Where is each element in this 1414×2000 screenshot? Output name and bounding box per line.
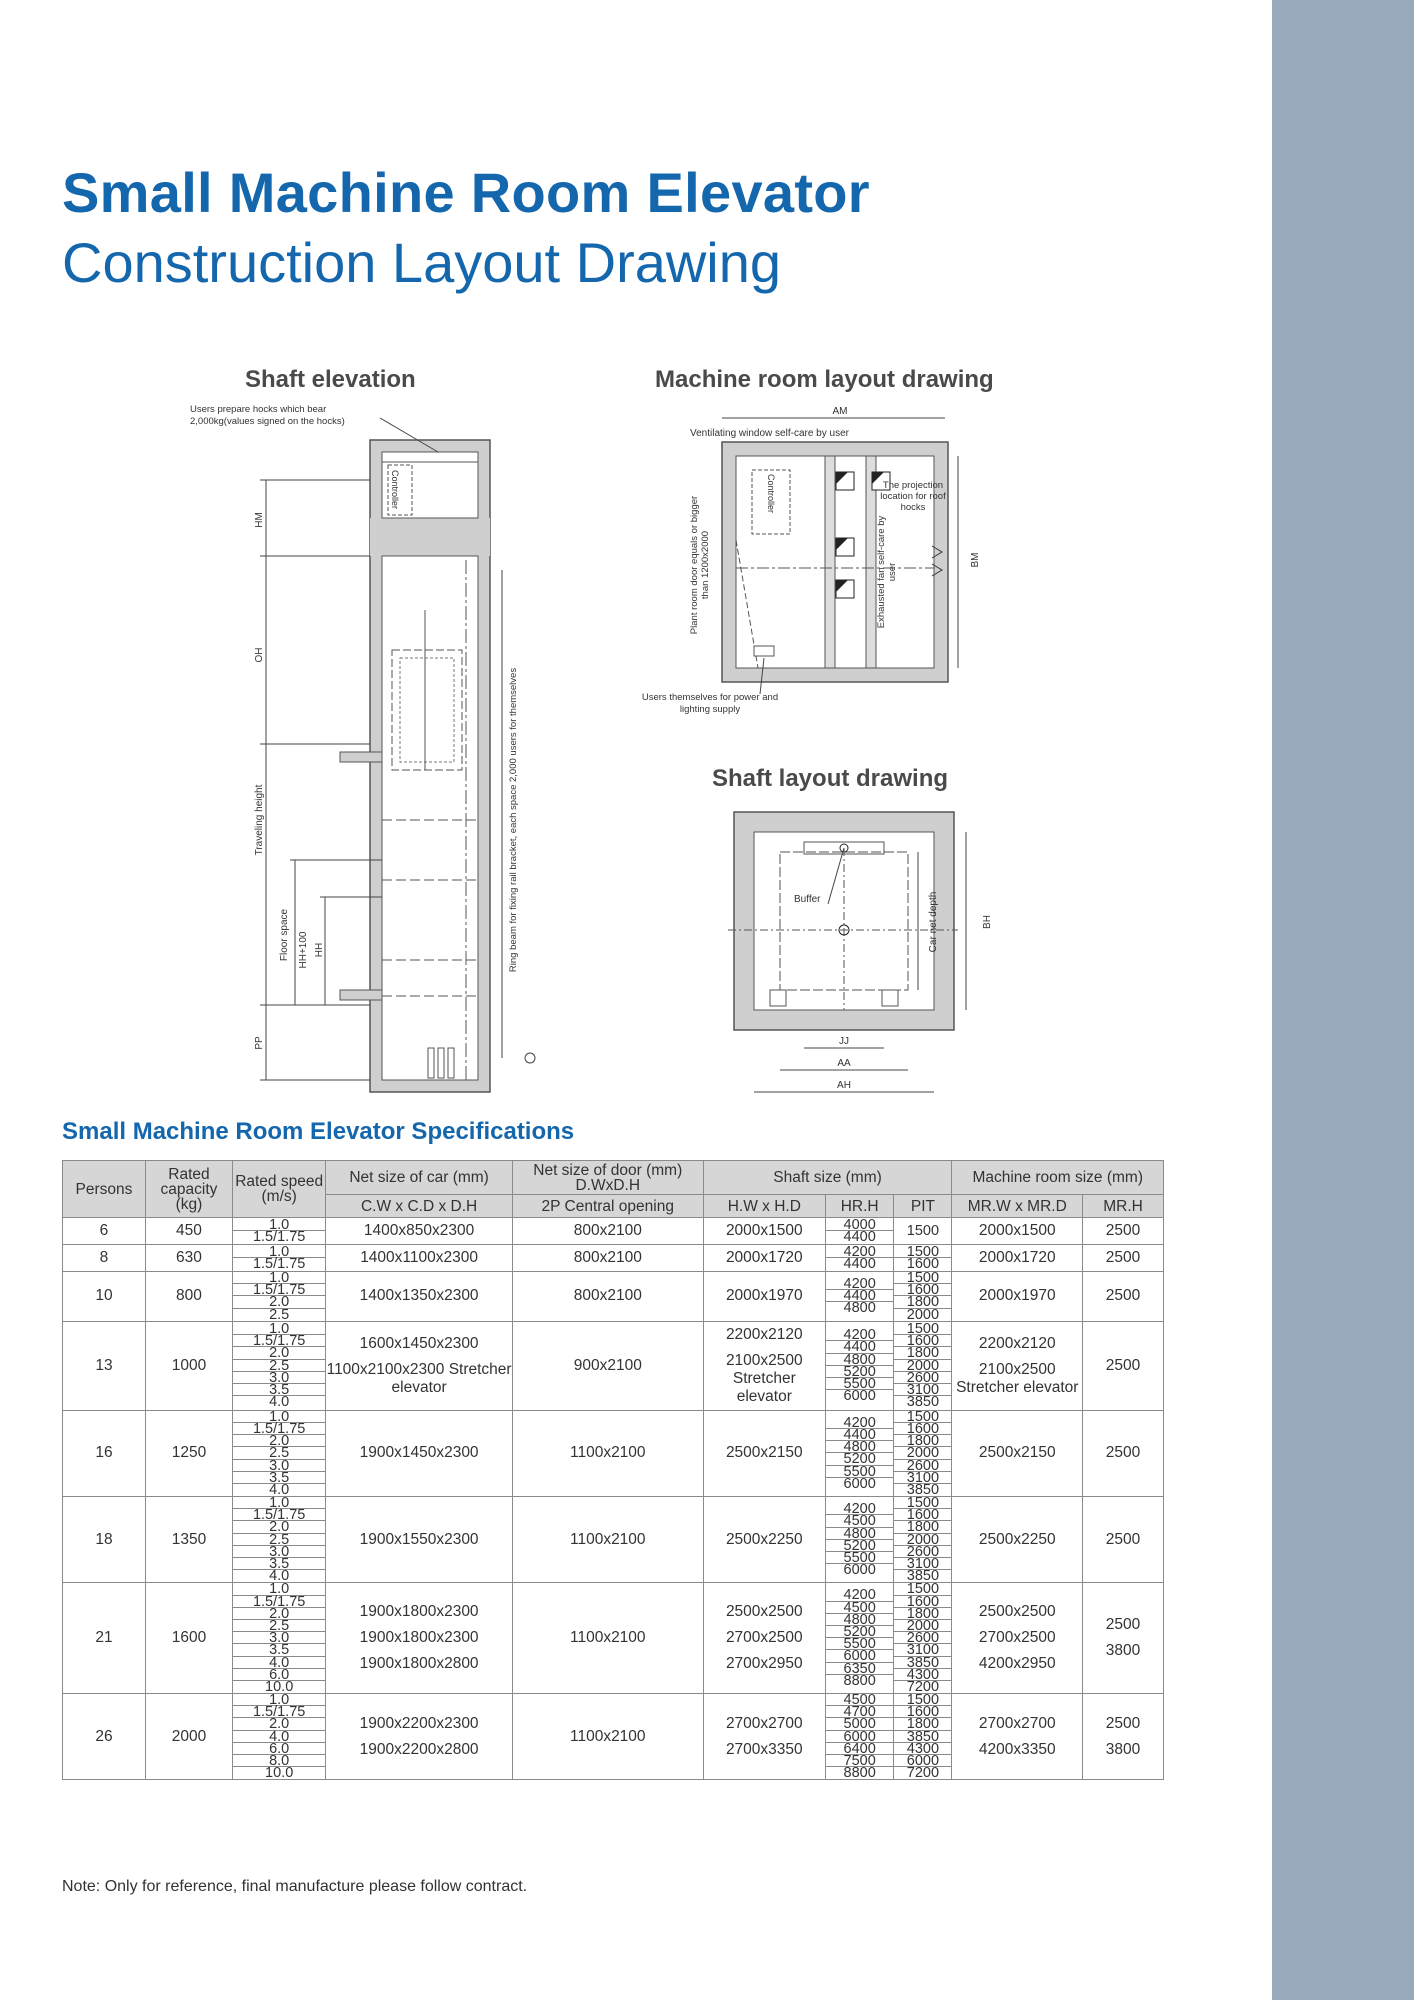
hrh-value: 5500	[826, 1552, 893, 1564]
shaft-hw: 2700x3350	[725, 1740, 803, 1758]
hrh-value: 4500	[826, 1602, 893, 1614]
dim-floor-space: Floor space	[279, 908, 290, 962]
th-capacity: Rated capacity (kg)	[145, 1161, 232, 1218]
car-size: 1400x1100x2300	[360, 1249, 478, 1266]
specs-table	[62, 1160, 1164, 1780]
dim-car-depth: Car net depth	[928, 891, 939, 953]
mrh-value: 2500	[1105, 1530, 1141, 1548]
dim-oh: OH	[254, 647, 265, 663]
speed-cell	[233, 1694, 326, 1780]
pit-value: 1600	[894, 1706, 951, 1718]
speed-value: 1.5/1.75	[233, 1423, 325, 1435]
car-size: 1900x2200x2800	[359, 1740, 479, 1758]
mrh-value: 2500	[1105, 1249, 1141, 1266]
mrh-value: 2500	[1105, 1356, 1141, 1374]
pit-value: 4300	[894, 1743, 951, 1755]
car-size: 1100x2100x2300 Stretcher elevator	[326, 1360, 512, 1396]
speed-value: 10.0	[265, 1678, 294, 1694]
speed-value: 1.0	[233, 1694, 325, 1706]
speed-value: 1.5/1.75	[252, 1229, 306, 1245]
capacity-cell: 800	[145, 1272, 232, 1322]
hrh-cell	[825, 1321, 893, 1410]
speed-value: 3.5	[233, 1472, 325, 1484]
projection-label: The projection location for roof hocks	[880, 480, 946, 513]
hrh-value: 4200	[826, 1278, 893, 1290]
speed-value: 2.0	[233, 1521, 325, 1533]
th-door-sub: 2P Central opening	[512, 1195, 703, 1218]
capacity-cell: 2000	[145, 1694, 232, 1780]
pit-cell	[894, 1321, 952, 1410]
pit-value: 1500	[906, 1222, 940, 1239]
mrh-value: 2500	[1105, 1222, 1141, 1239]
th-speed: Rated speed (m/s)	[233, 1161, 326, 1218]
speed-value: 2.5	[233, 1620, 325, 1632]
pit-value: 1600	[894, 1423, 951, 1435]
pit-value: 1600	[894, 1509, 951, 1521]
persons-cell: 18	[63, 1497, 146, 1583]
persons-cell: 10	[63, 1272, 146, 1322]
mr-size: 2700x2500	[978, 1629, 1056, 1647]
hrh-value: 6000	[843, 1388, 876, 1405]
fan-label: Exhausted fan self-care by user	[876, 515, 898, 629]
persons-cell: 26	[63, 1694, 146, 1780]
pit-value: 2600	[894, 1632, 951, 1644]
hrh-value: 6000	[843, 1475, 876, 1492]
car-size: 1900x1800x2800	[359, 1655, 479, 1673]
mr-size: 2500x2150	[978, 1444, 1056, 1462]
pit-value: 2600	[894, 1460, 951, 1472]
door-cell: 800x2100	[512, 1218, 703, 1245]
hrh-value: 5200	[826, 1540, 893, 1552]
pit-cell	[894, 1694, 952, 1780]
shaft-layout-drawing	[718, 800, 1018, 1100]
speed-value: 4.0	[269, 1481, 290, 1497]
door-cell: 1100x2100	[512, 1694, 703, 1780]
mr-size: 2200x2120	[978, 1334, 1056, 1352]
speed-value: 1.5/1.75	[233, 1596, 325, 1608]
pit-value: 7200	[906, 1678, 940, 1694]
hrh-value: 4400	[826, 1341, 893, 1353]
pit-value: 1500	[894, 1583, 951, 1595]
pit-value: 1800	[894, 1435, 951, 1447]
shaft-hw: 2700x2950	[725, 1655, 803, 1673]
pit-cell	[894, 1245, 952, 1272]
hrh-value: 5000	[826, 1718, 893, 1730]
pit-cell	[894, 1272, 952, 1322]
speed-value: 2.5	[233, 1447, 325, 1459]
pit-value: 1600	[906, 1256, 940, 1272]
pit-value: 1800	[894, 1296, 951, 1308]
capacity-cell: 630	[145, 1245, 232, 1272]
shaft-hw: 2100x2500 Stretcher elevator	[725, 1351, 803, 1405]
hrh-value: 6400	[826, 1743, 893, 1755]
hrh-cell	[825, 1272, 893, 1322]
mrh-value: 2500	[1105, 1616, 1141, 1634]
th-mr: Machine room size (mm)	[952, 1161, 1164, 1195]
car-size: 1900x1450x2300	[359, 1444, 479, 1462]
power-label: Users themselves for power and lighting supply	[641, 692, 779, 715]
shaft-hw: 2700x2500	[725, 1629, 803, 1647]
specs-body	[63, 1218, 1164, 1780]
hrh-value: 5500	[826, 1378, 893, 1390]
th-pit: PIT	[894, 1195, 952, 1218]
pit-cell	[894, 1583, 952, 1694]
persons-cell: 6	[63, 1218, 146, 1245]
speed-value: 4.0	[269, 1394, 290, 1411]
dim-jj: JJ	[839, 1036, 849, 1047]
th-mrh: MR.H	[1083, 1195, 1164, 1218]
table-row	[63, 1321, 1164, 1410]
car-size: 1600x1450x2300	[359, 1334, 479, 1352]
hrh-cell	[825, 1497, 893, 1583]
mrh-value: 3800	[1105, 1740, 1141, 1758]
pit-value: 2000	[894, 1620, 951, 1632]
persons-cell: 21	[63, 1583, 146, 1694]
pit-value: 3850	[906, 1481, 940, 1497]
hook-callout: Users prepare hocks which bear 2,000kg(values signed on the hocks)	[190, 404, 345, 427]
speed-value: 1.0	[233, 1411, 325, 1423]
pit-value: 1600	[894, 1284, 951, 1296]
capacity-cell: 1600	[145, 1583, 232, 1694]
th-car: Net size of car (mm)	[326, 1161, 513, 1195]
mr-size: 2000x1720	[978, 1249, 1056, 1266]
mrh-value: 3800	[1105, 1642, 1141, 1660]
speed-value: 1.0	[233, 1272, 325, 1284]
speed-value: 8.0	[233, 1755, 325, 1767]
hrh-value: 4200	[826, 1246, 893, 1258]
speed-value: 1.5/1.75	[252, 1256, 306, 1272]
speed-cell	[233, 1272, 326, 1322]
speed-cell	[233, 1245, 326, 1272]
hrh-value: 4200	[826, 1503, 893, 1515]
pit-value: 2600	[894, 1546, 951, 1558]
hrh-value: 8800	[843, 1765, 876, 1780]
speed-cell	[233, 1410, 326, 1496]
pit-value: 1800	[894, 1347, 951, 1359]
table-row	[63, 1497, 1164, 1583]
pit-value: 3850	[894, 1731, 951, 1743]
shaft-hw: 2700x2700	[725, 1714, 803, 1732]
capacity-cell: 1350	[145, 1497, 232, 1583]
speed-value: 2.5	[269, 1306, 290, 1322]
pit-value: 2000	[894, 1360, 951, 1372]
hrh-value: 6000	[843, 1562, 876, 1579]
pit-value: 1800	[894, 1718, 951, 1730]
hrh-cell	[825, 1583, 893, 1694]
car-size: 1400x850x2300	[363, 1222, 475, 1239]
hrh-value: 4800	[826, 1354, 893, 1366]
pit-value: 3100	[894, 1558, 951, 1570]
machine-room-title: Machine room layout drawing	[655, 366, 994, 393]
shaft-hw: 2000x1970	[725, 1287, 803, 1305]
speed-value: 3.0	[233, 1460, 325, 1472]
dim-bh: BH	[982, 915, 993, 929]
pit-value: 1800	[894, 1521, 951, 1533]
pit-value: 2600	[894, 1372, 951, 1384]
speed-value: 1.0	[233, 1323, 325, 1335]
hrh-value: 4500	[826, 1694, 893, 1706]
door-cell: 1100x2100	[512, 1583, 703, 1694]
speed-value: 3.0	[233, 1372, 325, 1384]
pit-value: 6000	[894, 1755, 951, 1767]
speed-value: 6.0	[233, 1669, 325, 1681]
page-title: Small Machine Room Elevator	[62, 161, 870, 224]
door-cell: 1100x2100	[512, 1410, 703, 1496]
pit-value: 1500	[894, 1272, 951, 1284]
th-shaft: Shaft size (mm)	[703, 1161, 952, 1195]
hrh-cell	[825, 1694, 893, 1780]
hrh-value: 4400	[843, 1256, 876, 1272]
pit-value: 1500	[894, 1323, 951, 1335]
hrh-value: 5200	[826, 1453, 893, 1465]
hrh-cell	[825, 1410, 893, 1496]
door-cell: 900x2100	[512, 1321, 703, 1410]
hrh-cell	[825, 1218, 893, 1245]
hrh-value: 4800	[826, 1614, 893, 1626]
pit-cell	[894, 1497, 952, 1583]
mr-size: 2000x1970	[978, 1287, 1056, 1305]
dim-traveling-height: Traveling height	[254, 784, 265, 856]
hrh-value: 4800	[826, 1528, 893, 1540]
mr-size: 2100x2500 Stretcher elevator	[956, 1360, 1079, 1396]
speed-value: 2.0	[233, 1608, 325, 1620]
car-size: 1900x1800x2300	[359, 1629, 479, 1647]
pit-value: 1500	[894, 1246, 951, 1258]
pit-value: 2000	[894, 1447, 951, 1459]
speed-value: 2.0	[233, 1347, 325, 1359]
hrh-value: 5200	[826, 1366, 893, 1378]
table-row	[63, 1583, 1164, 1694]
th-hrh: HR.H	[825, 1195, 893, 1218]
speed-cell	[233, 1497, 326, 1583]
door-cell: 800x2100	[512, 1245, 703, 1272]
pit-value: 3100	[894, 1472, 951, 1484]
dim-pp: PP	[254, 1036, 265, 1050]
mr-controller-label: Controller	[766, 474, 776, 514]
dim-hh: HH	[314, 942, 325, 958]
pit-value: 3850	[906, 1394, 940, 1411]
speed-value: 4.0	[269, 1568, 290, 1583]
pit-value: 1600	[894, 1335, 951, 1347]
dim-am: AM	[832, 406, 848, 417]
hrh-value: 4800	[843, 1300, 876, 1317]
hrh-value: 4400	[826, 1429, 893, 1441]
dim-ah: AH	[837, 1080, 851, 1091]
speed-value: 3.5	[233, 1558, 325, 1570]
mrh-value: 2500	[1105, 1444, 1141, 1462]
car-size: 1400x1350x2300	[359, 1287, 479, 1305]
buffer-label: Buffer	[794, 894, 821, 905]
rail-note: Ring beam for fixing rail bracket, each space 2,000 users for themselves	[508, 667, 519, 973]
speed-value: 2.0	[233, 1435, 325, 1447]
speed-value: 10.0	[265, 1765, 294, 1780]
speed-value: 2.0	[233, 1718, 325, 1730]
persons-cell: 16	[63, 1410, 146, 1496]
mr-size: 2500x2500	[978, 1603, 1056, 1621]
pit-value: 7200	[906, 1765, 940, 1780]
car-size: 1900x1550x2300	[359, 1530, 479, 1548]
mr-size: 2700x2700	[978, 1714, 1056, 1732]
hrh-value: 6000	[826, 1650, 893, 1662]
shaft-hw: 2000x1500	[725, 1222, 803, 1239]
speed-value: 1.0	[233, 1497, 325, 1509]
mr-size: 4200x3350	[978, 1740, 1056, 1758]
pit-value: 1500	[894, 1411, 951, 1423]
capacity-cell: 1250	[145, 1410, 232, 1496]
speed-value: 2.5	[233, 1360, 325, 1372]
footnote: Note: Only for reference, final manufacture please follow contract.	[62, 1878, 528, 1895]
hrh-value: 8800	[843, 1672, 876, 1689]
pit-cell	[894, 1218, 952, 1245]
speed-value: 1.0	[233, 1583, 325, 1595]
pit-value: 4300	[894, 1669, 951, 1681]
hrh-value: 4700	[826, 1706, 893, 1718]
speed-value: 2.5	[233, 1534, 325, 1546]
mrh-value: 2500	[1105, 1714, 1141, 1732]
pit-value: 3100	[894, 1384, 951, 1396]
speed-cell	[233, 1321, 326, 1410]
speed-value: 6.0	[233, 1743, 325, 1755]
shaft-hw: 2500x2150	[725, 1444, 803, 1462]
speed-value: 4.0	[233, 1731, 325, 1743]
speed-value: 1.5/1.75	[233, 1706, 325, 1718]
hrh-value: 4000	[826, 1219, 893, 1231]
speed-value: 3.5	[233, 1644, 325, 1656]
th-hw: H.W x H.D	[703, 1195, 825, 1218]
pit-value: 1600	[894, 1596, 951, 1608]
speed-cell	[233, 1218, 326, 1245]
pit-value: 1800	[894, 1608, 951, 1620]
speed-value: 3.0	[233, 1632, 325, 1644]
door-cell: 1100x2100	[512, 1497, 703, 1583]
speed-value: 1.0	[233, 1219, 325, 1231]
pit-value: 2000	[906, 1306, 940, 1322]
page-subtitle: Construction Layout Drawing	[62, 231, 782, 294]
dim-aa: AA	[837, 1058, 851, 1069]
door-label: Plant room door equals or bigger than 1200x2000	[689, 495, 711, 635]
hrh-value: 4200	[826, 1329, 893, 1341]
th-car-sub: C.W x C.D x D.H	[326, 1195, 513, 1218]
shaft-elevation-title: Shaft elevation	[245, 366, 416, 393]
speed-cell	[233, 1583, 326, 1694]
shaft-elevation-drawing	[190, 400, 570, 1100]
pit-cell	[894, 1410, 952, 1496]
pit-value: 1500	[894, 1694, 951, 1706]
persons-cell: 13	[63, 1321, 146, 1410]
hrh-value: 6350	[826, 1663, 893, 1675]
dim-hh100: HH+100	[298, 931, 309, 969]
dim-bm: BM	[970, 552, 981, 568]
capacity-cell: 450	[145, 1218, 232, 1245]
shaft-hw: 2200x2120	[725, 1325, 803, 1343]
hrh-value: 5500	[826, 1638, 893, 1650]
mr-size: 4200x2950	[978, 1655, 1056, 1673]
car-size: 1900x2200x2300	[359, 1714, 479, 1732]
door-cell: 800x2100	[512, 1272, 703, 1322]
machine-room-drawing	[640, 400, 980, 720]
shaft-layout-title: Shaft layout drawing	[712, 765, 949, 792]
shaft-hw: 2500x2250	[725, 1530, 803, 1548]
table-row	[63, 1272, 1164, 1322]
th-persons: Persons	[63, 1161, 146, 1218]
speed-value: 1.5/1.75	[233, 1335, 325, 1347]
table-row	[63, 1410, 1164, 1496]
th-door: Net size of door (mm) D.WxD.H	[512, 1161, 703, 1195]
shaft-hw: 2500x2500	[725, 1603, 803, 1621]
speed-value: 1.5/1.75	[233, 1509, 325, 1521]
speed-value: 1.0	[233, 1246, 325, 1258]
persons-cell: 8	[63, 1245, 146, 1272]
car-size: 1900x1800x2300	[359, 1603, 479, 1621]
hrh-cell	[825, 1245, 893, 1272]
hrh-value: 4800	[826, 1441, 893, 1453]
hrh-value: 4200	[826, 1589, 893, 1601]
table-row	[63, 1218, 1164, 1245]
pit-value: 3100	[894, 1644, 951, 1656]
hrh-value: 5500	[826, 1466, 893, 1478]
th-mrwd: MR.W x MR.D	[952, 1195, 1083, 1218]
capacity-cell: 1000	[145, 1321, 232, 1410]
hrh-value: 7500	[826, 1755, 893, 1767]
hrh-value: 4400	[843, 1229, 876, 1245]
table-row	[63, 1694, 1164, 1780]
hrh-value: 4400	[826, 1290, 893, 1302]
speed-value: 3.0	[233, 1546, 325, 1558]
hrh-value: 4500	[826, 1515, 893, 1527]
hrh-value: 6000	[826, 1731, 893, 1743]
mr-size: 2500x2250	[978, 1530, 1056, 1548]
pit-value: 3850	[906, 1568, 940, 1583]
table-row	[63, 1245, 1164, 1272]
sidebar-band	[1272, 0, 1414, 2000]
vent-label: Ventilating window self-care by user	[690, 428, 849, 439]
shaft-hw: 2000x1720	[725, 1249, 803, 1266]
pit-value: 3850	[894, 1657, 951, 1669]
hrh-value: 4200	[826, 1417, 893, 1429]
controller-label: Controller	[390, 470, 400, 510]
dim-hm: HM	[254, 512, 265, 528]
hrh-value: 5200	[826, 1626, 893, 1638]
speed-value: 3.5	[233, 1384, 325, 1396]
mr-size: 2000x1500	[978, 1222, 1056, 1239]
pit-value: 2000	[894, 1534, 951, 1546]
speed-value: 2.0	[233, 1296, 325, 1308]
mrh-value: 2500	[1105, 1287, 1141, 1305]
speed-value: 4.0	[233, 1657, 325, 1669]
pit-value: 1500	[894, 1497, 951, 1509]
specs-title: Small Machine Room Elevator Specifications	[62, 1118, 575, 1145]
speed-value: 1.5/1.75	[233, 1284, 325, 1296]
